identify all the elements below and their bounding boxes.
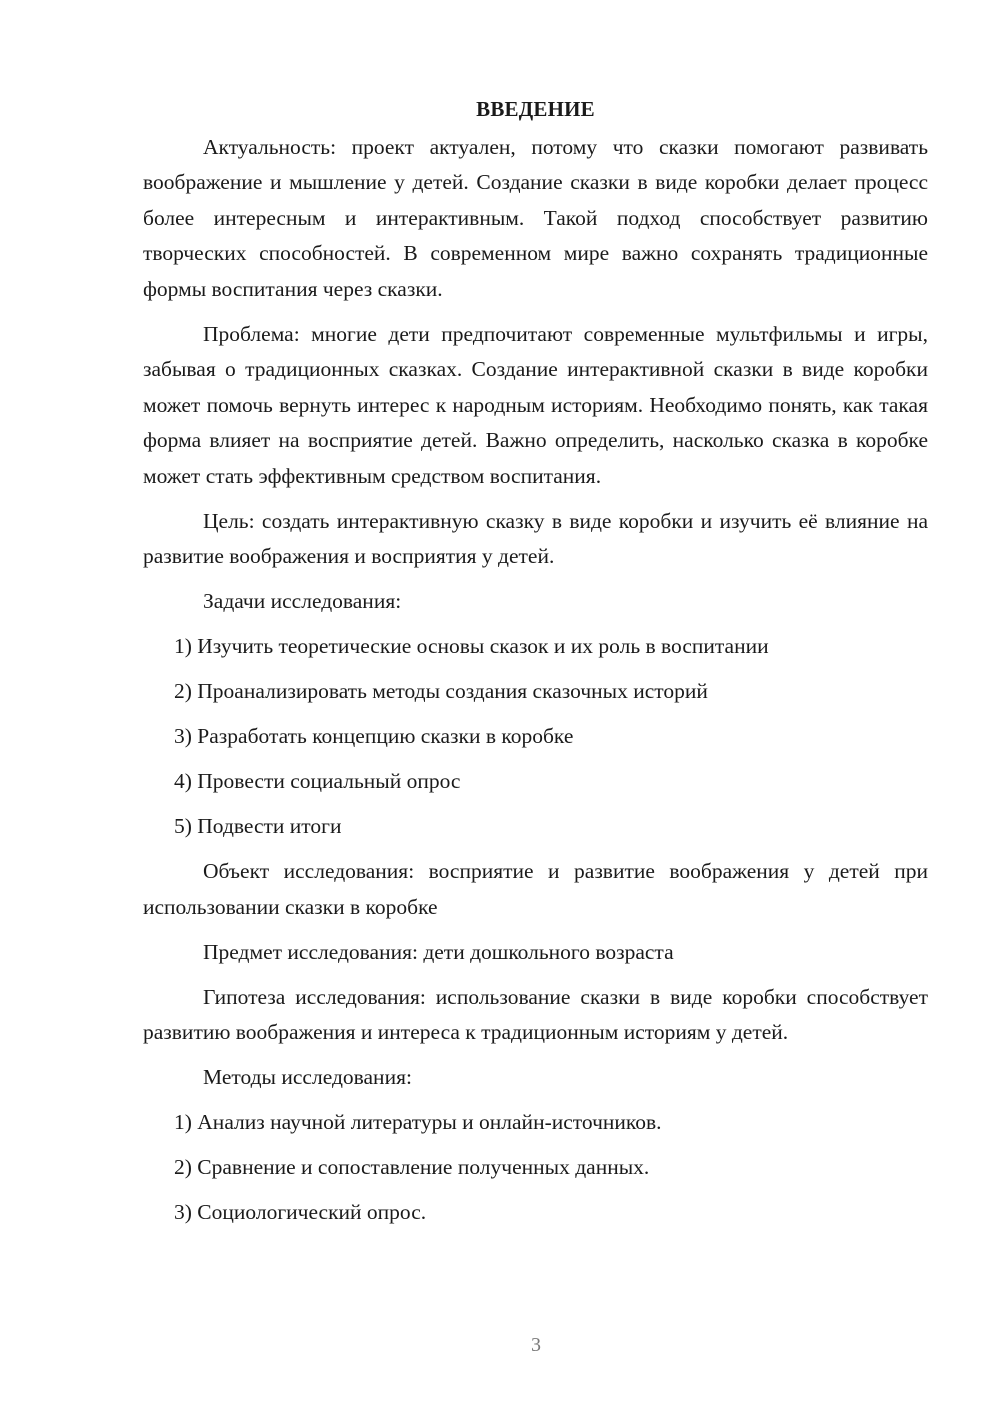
- page-title: ВВЕДЕНИЕ: [476, 97, 595, 121]
- task-item: 4) Провести социальный опрос: [174, 769, 461, 793]
- hypothesis-paragraph: Гипотеза исследования: использование сказки в виде коробки способствует развитию воображения и интереса к традиционным историям у детей.: [143, 984, 928, 1044]
- goal-paragraph: Цель: создать интерактивную сказку в виде коробки и изучить её влияние на развитие воображения и восприятия у детей.: [143, 508, 928, 568]
- page-number: 3: [531, 1334, 541, 1356]
- problem-paragraph: Проблема: многие дети предпочитают современные мультфильмы и игры, забывая о традиционных сказках. Создание интерактивной сказки в виде коробки может помочь вернуть интерес к народным историям. Необходимо понять, как такая форма влияет на восприятие детей. Важно определить, насколько сказка в коробке может стать эффективным средством воспитания.: [143, 321, 928, 488]
- task-item: 2) Проанализировать методы создания сказочных историй: [174, 679, 708, 703]
- document-page: [143, 92, 928, 1240]
- relevance-paragraph: Актуальность: проект актуален, потому что сказки помогают развивать воображение и мышление у детей. Создание сказки в виде коробки делает процесс более интересным и интерактивным. Такой подход способствует развитию творческих способностей. В современном мире важно сохранять традиционные формы воспитания через сказки.: [143, 134, 928, 301]
- object-paragraph: Объект исследования: восприятие и развитие воображения у детей при использовании сказки в коробке: [143, 859, 928, 919]
- methods-heading: Методы исследования:: [203, 1065, 412, 1089]
- task-item: 1) Изучить теоретические основы сказок и их роль в воспитании: [174, 634, 769, 658]
- method-item: 2) Сравнение и сопоставление полученных данных.: [174, 1155, 650, 1179]
- task-item: 5) Подвести итоги: [174, 814, 342, 838]
- subject-paragraph: Предмет исследования: дети дошкольного возраста: [203, 939, 674, 964]
- method-item: 1) Анализ научной литературы и онлайн-источников.: [174, 1110, 662, 1134]
- task-item: 3) Разработать концепцию сказки в коробке: [174, 724, 574, 748]
- tasks-heading: Задачи исследования:: [203, 589, 402, 613]
- method-item: 3) Социологический опрос.: [174, 1200, 427, 1224]
